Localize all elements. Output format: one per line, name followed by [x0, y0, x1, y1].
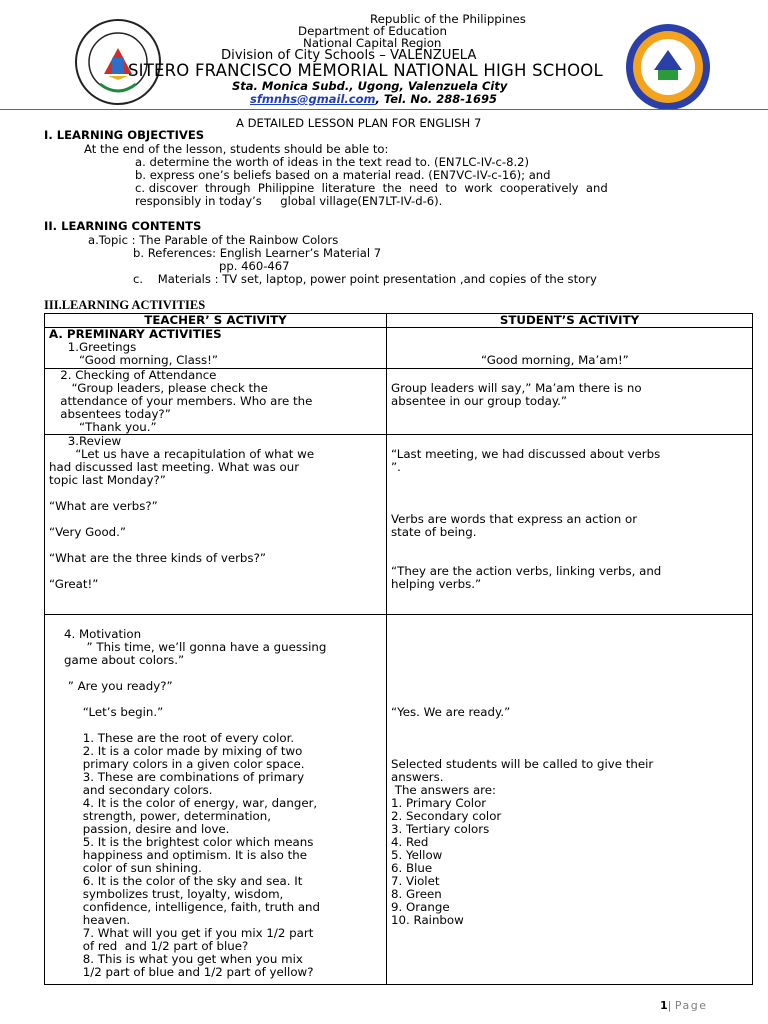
page-number-footer	[660, 999, 708, 1012]
table-row	[45, 328, 753, 369]
table-row	[45, 369, 753, 435]
region-line: National Capital Region	[303, 36, 442, 50]
page-label: Page	[674, 999, 708, 1012]
contents-materials: c. Materials : TV set, laptop, power point presentation ,and copies of the story	[133, 272, 597, 286]
lesson-plan-title: A DETAILED LESSON PLAN FOR ENGLISH 7	[236, 116, 482, 130]
student-review-cell: “Last meeting, we had discussed about verbs ”. Verbs are words that express an action or state of being. “They are the action verbs, linking verbs, and helping verbs.”	[387, 435, 753, 615]
school-name: SITERO FRANCISCO MEMORIAL NATIONAL HIGH SCHOOL	[128, 61, 603, 80]
teacher-review-cell: 3.Review “Let us have a recapitulation of what we had discussed last meeting. What was our topic last Monday?” “What are verbs?” “Very Good.” “What are the three kinds of verbs?” “Great!”	[45, 435, 387, 615]
table-row	[45, 435, 753, 615]
teacher-greetings-cell: A. PREMINARY ACTIVITIES 1.Greetings “Good morning, Class!”	[45, 328, 387, 369]
page-number: 1	[660, 999, 668, 1012]
table-row	[45, 615, 753, 985]
objective-a: a. determine the worth of ideas in the text read to. (EN7LC-IV-c-8.2)	[135, 155, 530, 169]
contents-references: b. References: English Learner’s Material 7	[133, 246, 382, 260]
teacher-column-header: TEACHER’ S ACTIVITY	[45, 314, 387, 328]
activities-table	[44, 313, 753, 985]
telephone-number: , Tel. No. 288-1695	[375, 92, 498, 106]
contact-line	[250, 92, 497, 106]
table-header-row	[45, 314, 753, 328]
division-line: Division of City Schools – VALENZUELA	[221, 48, 477, 63]
page-separator: |	[667, 999, 672, 1012]
student-column-header: STUDENT’S ACTIVITY	[387, 314, 753, 328]
activities-heading: III.LEARNING ACTIVITIES	[44, 298, 206, 312]
student-attendance-cell: Group leaders will say,” Ma’am there is no absentee in our group today.”	[387, 369, 753, 435]
objectives-intro: At the end of the lesson, students should be able to:	[84, 142, 389, 156]
school-address: Sta. Monica Subd., Ugong, Valenzuela City	[232, 79, 508, 93]
letterhead-divider	[0, 109, 768, 110]
student-motivation-cell: “Yes. We are ready.” Selected students will be called to give their answers. The answers are: 1. Primary Color 2. Secondary color 3. Tertiary colors 4. Red 5. Yellow 6. Blue 7. Violet 8. Green 9. Orange 10. Rainbow	[387, 615, 753, 985]
department-line: Department of Education	[298, 24, 447, 38]
teacher-attendance-cell: 2. Checking of Attendance “Group leaders, please check the attendance of your members. Who are the absentees today?” “Thank you.”	[45, 369, 387, 435]
objective-b: b. express one’s beliefs based on a material read. (EN7VC-IV-c-16); and	[135, 168, 551, 182]
objectives-heading: I. LEARNING OBJECTIVES	[44, 128, 205, 142]
section-a-heading: A. PREMINARY ACTIVITIES	[49, 327, 222, 341]
student-greetings-cell: “Good morning, Ma’am!”	[387, 328, 753, 369]
contents-topic: a.Topic : The Parable of the Rainbow Colors	[88, 233, 339, 247]
objective-c-continued: responsibly in today’s global village(EN7LT-IV-d-6).	[135, 194, 443, 208]
school-email-link[interactable]: sfmnhs@gmail.com	[250, 92, 376, 106]
teacher-motivation-cell: 4. Motivation ” This time, we’ll gonna have a guessing game about colors.” ” Are you ready?” “Let’s begin.” 1. These are the root of every color. 2. It is a color made by mixing of two primary colors in a given color space. 3. These are combinations of primary and secondary colors. 4. It is the color of energy, war, danger, strength, power, determination, passion, desire and love. 5. It is the brightest color which means happiness and optimism. It is also the color of sun shining. 6. It is the color of the sky and sea. It symbolizes trust, loyalty, wisdom, confidence, intelligence, faith, truth and heaven. 7. What will you get if you mix 1/2 part of red and 1/2 part of blue? 8. This is what you get when you mix 1/2 part of blue and 1/2 part of yellow?	[45, 615, 387, 985]
contents-pages: pp. 460-467	[219, 259, 290, 273]
objective-c: c. discover through Philippine literature the need to work cooperatively and	[135, 181, 608, 195]
school-seal-logo	[624, 22, 712, 112]
republic-line: Republic of the Philippines	[370, 12, 526, 26]
contents-heading: II. LEARNING CONTENTS	[44, 219, 202, 233]
